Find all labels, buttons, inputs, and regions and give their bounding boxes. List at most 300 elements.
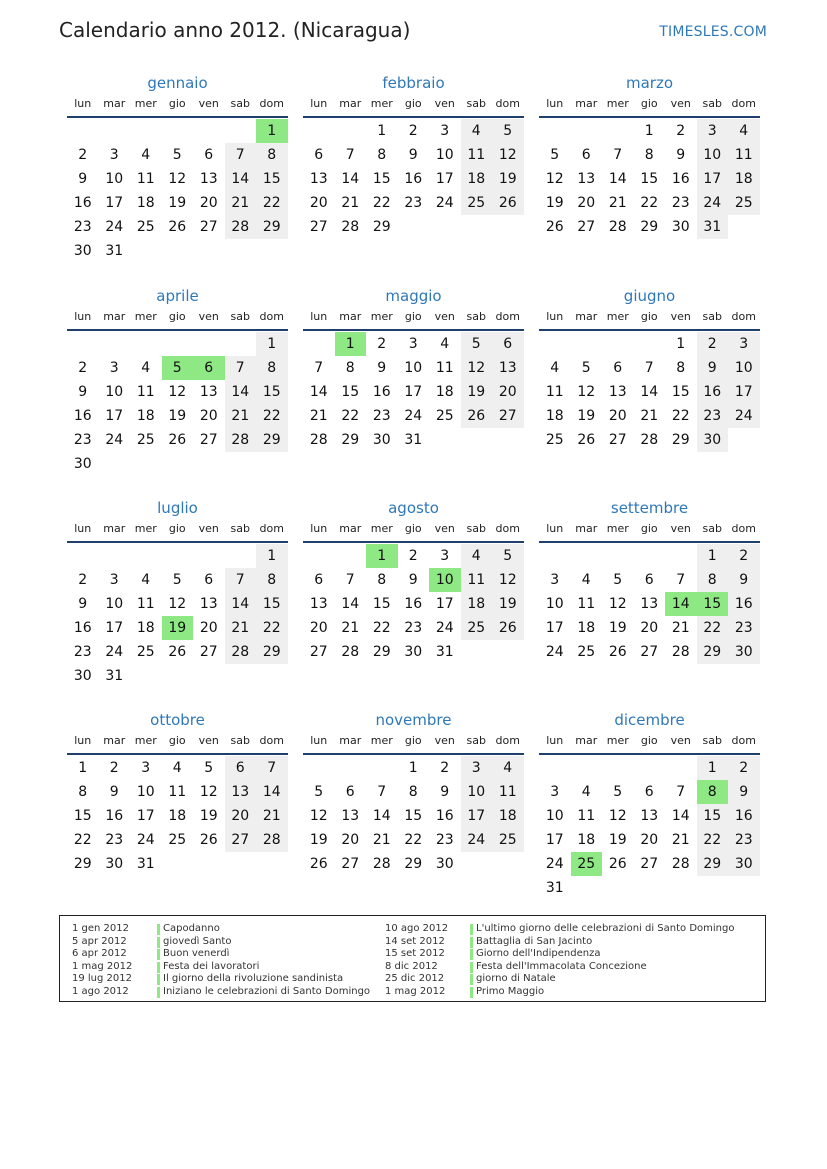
- day-cell: 12: [545, 171, 564, 187]
- empty-cell: [634, 756, 666, 780]
- empty-cell: [303, 119, 335, 143]
- weekday-label: mer: [370, 734, 393, 747]
- day-cell: 20: [309, 195, 328, 211]
- day-cell: 7: [225, 568, 257, 592]
- weekday-label: lun: [546, 97, 564, 110]
- month-name: dicembre: [614, 711, 685, 729]
- day-cell: 24: [435, 195, 454, 211]
- day-cell: 19: [168, 408, 187, 424]
- day-cell: 5: [581, 360, 591, 376]
- day-cell: 30: [404, 644, 423, 660]
- day-cell: 11: [168, 784, 187, 800]
- day-cell: 15: [640, 171, 659, 187]
- empty-cell: [193, 544, 225, 568]
- holiday-day: 1: [256, 119, 288, 143]
- day-cell: 27: [492, 404, 524, 428]
- day-cell: 11: [435, 360, 454, 376]
- weekday-label: mer: [370, 97, 393, 110]
- day-cell: 25: [461, 616, 493, 640]
- empty-cell: [67, 119, 99, 143]
- day-cell: 7: [676, 784, 686, 800]
- day-cell: 3: [440, 548, 450, 564]
- day-cell: 8: [256, 356, 288, 380]
- day-cell: 24: [105, 432, 124, 448]
- day-cell: 28: [671, 856, 690, 872]
- day-cell: 24: [545, 644, 564, 660]
- day-cell: 4: [461, 544, 493, 568]
- day-cell: 4: [141, 572, 151, 588]
- day-cell: 25: [577, 644, 596, 660]
- day-cell: 13: [199, 384, 218, 400]
- day-cell: 24: [545, 856, 564, 872]
- day-grid: [67, 543, 288, 688]
- day-cell: 16: [728, 804, 760, 828]
- site-link[interactable]: TIMESLES.COM: [659, 24, 767, 40]
- weekday-label: mer: [134, 97, 157, 110]
- day-cell: 27: [577, 219, 596, 235]
- day-cell: 14: [640, 384, 659, 400]
- day-cell: 23: [728, 616, 760, 640]
- day-cell: 25: [492, 828, 524, 852]
- holiday-marker: [157, 974, 160, 985]
- day-cell: 30: [697, 428, 729, 452]
- weekday-label: mar: [339, 310, 362, 323]
- weekday-label: sab: [230, 310, 250, 323]
- day-cell: 28: [671, 644, 690, 660]
- day-cell: 5: [613, 572, 623, 588]
- weekday-label: mer: [134, 310, 157, 323]
- day-cell: 7: [225, 143, 257, 167]
- weekday-label: gio: [168, 522, 186, 535]
- empty-cell: [602, 119, 634, 143]
- day-cell: 31: [105, 243, 124, 259]
- day-cell: 5: [204, 760, 214, 776]
- day-cell: 1: [697, 544, 729, 568]
- day-cell: 15: [256, 380, 288, 404]
- weekday-label: sab: [702, 522, 722, 535]
- day-cell: 6: [644, 572, 654, 588]
- day-cell: 23: [105, 832, 124, 848]
- day-cell: 22: [697, 616, 729, 640]
- day-cell: 23: [728, 828, 760, 852]
- day-cell: 14: [341, 596, 360, 612]
- day-cell: 4: [581, 784, 591, 800]
- day-cell: 9: [408, 147, 418, 163]
- legend-date: 14 set 2012: [385, 935, 445, 947]
- day-cell: 4: [550, 360, 560, 376]
- day-cell: 22: [372, 195, 391, 211]
- day-cell: 4: [141, 360, 151, 376]
- day-cell: 23: [73, 432, 92, 448]
- day-cell: 13: [608, 384, 627, 400]
- day-cell: 23: [404, 620, 423, 636]
- day-cell: 5: [492, 544, 524, 568]
- weekday-label: sab: [466, 734, 486, 747]
- day-cell: 30: [105, 856, 124, 872]
- legend-column-left: [72, 923, 392, 998]
- legend-entry: [385, 961, 765, 974]
- day-cell: 4: [492, 756, 524, 780]
- legend-date: 15 set 2012: [385, 948, 445, 959]
- day-cell: 5: [172, 147, 182, 163]
- holiday-day: 14: [665, 592, 697, 616]
- empty-cell: [665, 756, 697, 780]
- day-cell: 28: [225, 640, 257, 664]
- day-cell: 12: [309, 808, 328, 824]
- day-cell: 29: [256, 215, 288, 239]
- day-cell: 13: [577, 171, 596, 187]
- legend-holiday-name: L'ultimo giorno delle celebrazioni di Santo Domingo: [476, 923, 735, 934]
- weekday-label: dom: [259, 97, 284, 110]
- legend-entry: [72, 973, 392, 986]
- day-cell: 17: [435, 596, 454, 612]
- day-grid: [67, 331, 288, 476]
- weekday-label: mar: [575, 734, 598, 747]
- day-cell: 13: [199, 171, 218, 187]
- day-cell: 23: [671, 195, 690, 211]
- legend-date: 1 gen 2012: [72, 923, 130, 934]
- day-cell: 6: [644, 784, 654, 800]
- day-cell: 31: [136, 856, 155, 872]
- weekday-label: sab: [466, 522, 486, 535]
- day-cell: 4: [172, 760, 182, 776]
- day-cell: 20: [199, 195, 218, 211]
- day-cell: 17: [435, 171, 454, 187]
- day-cell: 10: [545, 596, 564, 612]
- weekday-label: lun: [546, 522, 564, 535]
- day-cell: 11: [545, 384, 564, 400]
- day-cell: 29: [256, 428, 288, 452]
- month-name: febbraio: [382, 74, 445, 92]
- day-cell: 2: [728, 756, 760, 780]
- day-cell: 28: [309, 432, 328, 448]
- day-cell: 7: [345, 147, 355, 163]
- day-cell: 16: [105, 808, 124, 824]
- weekday-label: ven: [198, 734, 219, 747]
- day-cell: 12: [199, 784, 218, 800]
- day-cell: 24: [105, 644, 124, 660]
- day-cell: 6: [345, 784, 355, 800]
- day-cell: 22: [73, 832, 92, 848]
- empty-cell: [539, 332, 571, 356]
- day-cell: 8: [78, 784, 88, 800]
- weekday-label: dom: [495, 522, 520, 535]
- day-cell: 18: [435, 384, 454, 400]
- day-cell: 9: [109, 784, 119, 800]
- legend-date: 10 ago 2012: [385, 923, 449, 934]
- day-cell: 9: [440, 784, 450, 800]
- weekday-label: sab: [702, 734, 722, 747]
- day-cell: 7: [676, 572, 686, 588]
- day-cell: 10: [136, 784, 155, 800]
- month-marzo: [539, 72, 760, 239]
- weekday-label: ven: [198, 310, 219, 323]
- empty-cell: [665, 544, 697, 568]
- weekday-label: dom: [259, 310, 284, 323]
- day-cell: 30: [671, 219, 690, 235]
- day-cell: 6: [581, 147, 591, 163]
- legend-date: 1 mag 2012: [385, 985, 446, 997]
- day-cell: 29: [372, 219, 391, 235]
- weekday-label: mer: [134, 734, 157, 747]
- legend-entry: [72, 986, 392, 999]
- day-cell: 18: [545, 408, 564, 424]
- day-cell: 6: [492, 332, 524, 356]
- day-cell: 5: [492, 119, 524, 143]
- legend-entry: [72, 961, 392, 974]
- day-cell: 3: [109, 572, 119, 588]
- weekday-label: mar: [339, 522, 362, 535]
- day-cell: 31: [697, 215, 729, 239]
- day-cell: 17: [105, 408, 124, 424]
- day-cell: 8: [256, 143, 288, 167]
- day-cell: 31: [404, 432, 423, 448]
- day-cell: 19: [168, 195, 187, 211]
- day-cell: 3: [728, 332, 760, 356]
- weekday-label: mer: [370, 522, 393, 535]
- day-cell: 11: [728, 143, 760, 167]
- month-ottobre: [67, 709, 288, 876]
- day-cell: 16: [73, 620, 92, 636]
- day-cell: 22: [256, 191, 288, 215]
- day-cell: 3: [141, 760, 151, 776]
- holiday-marker: [157, 937, 160, 948]
- weekday-label: lun: [310, 522, 328, 535]
- day-cell: 1: [408, 760, 418, 776]
- day-cell: 27: [199, 432, 218, 448]
- day-cell: 26: [168, 219, 187, 235]
- day-cell: 5: [172, 572, 182, 588]
- day-cell: 24: [728, 404, 760, 428]
- day-cell: 18: [577, 832, 596, 848]
- legend-holiday-name: giorno di Natale: [476, 973, 556, 984]
- day-cell: 1: [676, 336, 686, 352]
- weekday-header: [303, 519, 524, 543]
- month-name: maggio: [385, 287, 442, 305]
- day-cell: 2: [676, 123, 686, 139]
- weekday-label: mar: [339, 734, 362, 747]
- legend-column-right: [385, 923, 765, 998]
- weekday-label: lun: [74, 97, 92, 110]
- weekday-label: mar: [575, 97, 598, 110]
- day-cell: 11: [461, 568, 493, 592]
- legend-entry: [72, 936, 392, 949]
- day-cell: 6: [204, 147, 214, 163]
- day-cell: 10: [461, 780, 493, 804]
- day-cell: 19: [545, 195, 564, 211]
- day-cell: 24: [136, 832, 155, 848]
- day-cell: 1: [377, 123, 387, 139]
- day-cell: 17: [728, 380, 760, 404]
- day-cell: 26: [309, 856, 328, 872]
- weekday-label: gio: [640, 97, 658, 110]
- month-aprile: [67, 285, 288, 476]
- holiday-marker: [470, 949, 473, 960]
- day-cell: 1: [256, 544, 288, 568]
- day-cell: 23: [697, 404, 729, 428]
- day-cell: 11: [461, 143, 493, 167]
- day-cell: 17: [461, 804, 493, 828]
- day-cell: 27: [199, 644, 218, 660]
- weekday-label: sab: [230, 734, 250, 747]
- day-cell: 26: [608, 644, 627, 660]
- day-cell: 7: [314, 360, 324, 376]
- day-cell: 15: [341, 384, 360, 400]
- month-name: luglio: [157, 499, 198, 517]
- month-name: novembre: [375, 711, 452, 729]
- day-cell: 26: [492, 616, 524, 640]
- day-cell: 26: [608, 856, 627, 872]
- month-febbraio: [303, 72, 524, 239]
- day-cell: 29: [256, 640, 288, 664]
- day-cell: 10: [728, 356, 760, 380]
- day-cell: 27: [640, 644, 659, 660]
- weekday-header: [539, 519, 760, 543]
- day-cell: 18: [136, 408, 155, 424]
- weekday-label: sab: [466, 97, 486, 110]
- day-cell: 19: [309, 832, 328, 848]
- day-cell: 17: [697, 167, 729, 191]
- weekday-header: [303, 94, 524, 118]
- empty-cell: [335, 544, 367, 568]
- empty-cell: [162, 119, 194, 143]
- day-cell: 28: [341, 644, 360, 660]
- day-cell: 25: [136, 644, 155, 660]
- month-luglio: [67, 497, 288, 688]
- day-cell: 14: [225, 167, 257, 191]
- day-cell: 21: [608, 195, 627, 211]
- day-cell: 3: [550, 784, 560, 800]
- legend-date: 6 apr 2012: [72, 948, 127, 959]
- empty-cell: [602, 332, 634, 356]
- legend-entry: [72, 948, 392, 961]
- empty-cell: [193, 332, 225, 356]
- weekday-label: dom: [731, 97, 756, 110]
- weekday-label: mar: [103, 97, 126, 110]
- empty-cell: [634, 332, 666, 356]
- day-cell: 27: [309, 219, 328, 235]
- holiday-marker: [157, 962, 160, 973]
- day-cell: 19: [199, 808, 218, 824]
- legend-date: 19 lug 2012: [72, 973, 132, 984]
- day-cell: 31: [435, 644, 454, 660]
- day-cell: 18: [461, 167, 493, 191]
- weekday-label: mer: [606, 522, 629, 535]
- day-cell: 16: [671, 171, 690, 187]
- day-grid: [539, 755, 760, 900]
- day-cell: 25: [435, 408, 454, 424]
- day-cell: 12: [608, 596, 627, 612]
- weekday-label: gio: [640, 734, 658, 747]
- day-cell: 6: [314, 147, 324, 163]
- day-cell: 29: [404, 856, 423, 872]
- day-cell: 12: [461, 356, 493, 380]
- weekday-header: [67, 307, 288, 331]
- day-cell: 21: [256, 804, 288, 828]
- legend-entry: [72, 923, 392, 936]
- day-cell: 29: [73, 856, 92, 872]
- empty-cell: [99, 332, 131, 356]
- day-cell: 3: [440, 123, 450, 139]
- holiday-marker: [470, 924, 473, 935]
- empty-cell: [303, 544, 335, 568]
- day-cell: 2: [408, 123, 418, 139]
- day-cell: 16: [728, 592, 760, 616]
- day-cell: 16: [73, 195, 92, 211]
- day-cell: 15: [256, 592, 288, 616]
- day-cell: 22: [640, 195, 659, 211]
- month-giugno: [539, 285, 760, 452]
- day-cell: 20: [492, 380, 524, 404]
- weekday-header: [303, 307, 524, 331]
- weekday-label: dom: [731, 734, 756, 747]
- day-cell: 26: [545, 219, 564, 235]
- day-cell: 1: [256, 332, 288, 356]
- weekday-label: dom: [495, 310, 520, 323]
- day-cell: 10: [545, 808, 564, 824]
- holiday-day: 8: [697, 780, 729, 804]
- day-cell: 4: [440, 336, 450, 352]
- holiday-marker: [470, 962, 473, 973]
- day-cell: 16: [697, 380, 729, 404]
- day-grid: [303, 755, 524, 876]
- day-cell: 22: [256, 616, 288, 640]
- day-cell: 12: [492, 143, 524, 167]
- day-cell: 16: [372, 384, 391, 400]
- day-cell: 5: [613, 784, 623, 800]
- weekday-label: sab: [702, 97, 722, 110]
- weekday-label: gio: [168, 734, 186, 747]
- day-grid: [303, 543, 524, 664]
- month-name: agosto: [388, 499, 439, 517]
- day-cell: 7: [225, 356, 257, 380]
- weekday-header: [303, 731, 524, 755]
- empty-cell: [162, 544, 194, 568]
- month-name: giugno: [623, 287, 676, 305]
- day-cell: 17: [136, 808, 155, 824]
- day-cell: 13: [309, 596, 328, 612]
- day-cell: 25: [461, 191, 493, 215]
- day-cell: 28: [608, 219, 627, 235]
- day-cell: 19: [608, 620, 627, 636]
- weekday-label: gio: [640, 310, 658, 323]
- weekday-label: sab: [230, 97, 250, 110]
- day-cell: 26: [199, 832, 218, 848]
- day-cell: 3: [109, 147, 119, 163]
- weekday-label: mar: [103, 734, 126, 747]
- day-cell: 24: [435, 620, 454, 636]
- day-cell: 21: [309, 408, 328, 424]
- weekday-header: [539, 731, 760, 755]
- day-cell: 8: [676, 360, 686, 376]
- day-cell: 30: [728, 640, 760, 664]
- legend-holiday-name: Il giorno della rivoluzione sandinista: [163, 973, 344, 984]
- day-cell: 30: [73, 668, 92, 684]
- month-maggio: [303, 285, 524, 452]
- weekday-label: ven: [434, 522, 455, 535]
- legend-holiday-name: Giorno dell'Indipendenza: [476, 948, 601, 959]
- day-cell: 29: [341, 432, 360, 448]
- weekday-header: [539, 94, 760, 118]
- day-cell: 15: [671, 384, 690, 400]
- holiday-legend: [59, 915, 766, 1002]
- day-cell: 12: [168, 171, 187, 187]
- day-cell: 4: [581, 572, 591, 588]
- weekday-label: lun: [74, 734, 92, 747]
- day-cell: 23: [73, 219, 92, 235]
- empty-cell: [225, 544, 257, 568]
- day-cell: 8: [644, 147, 654, 163]
